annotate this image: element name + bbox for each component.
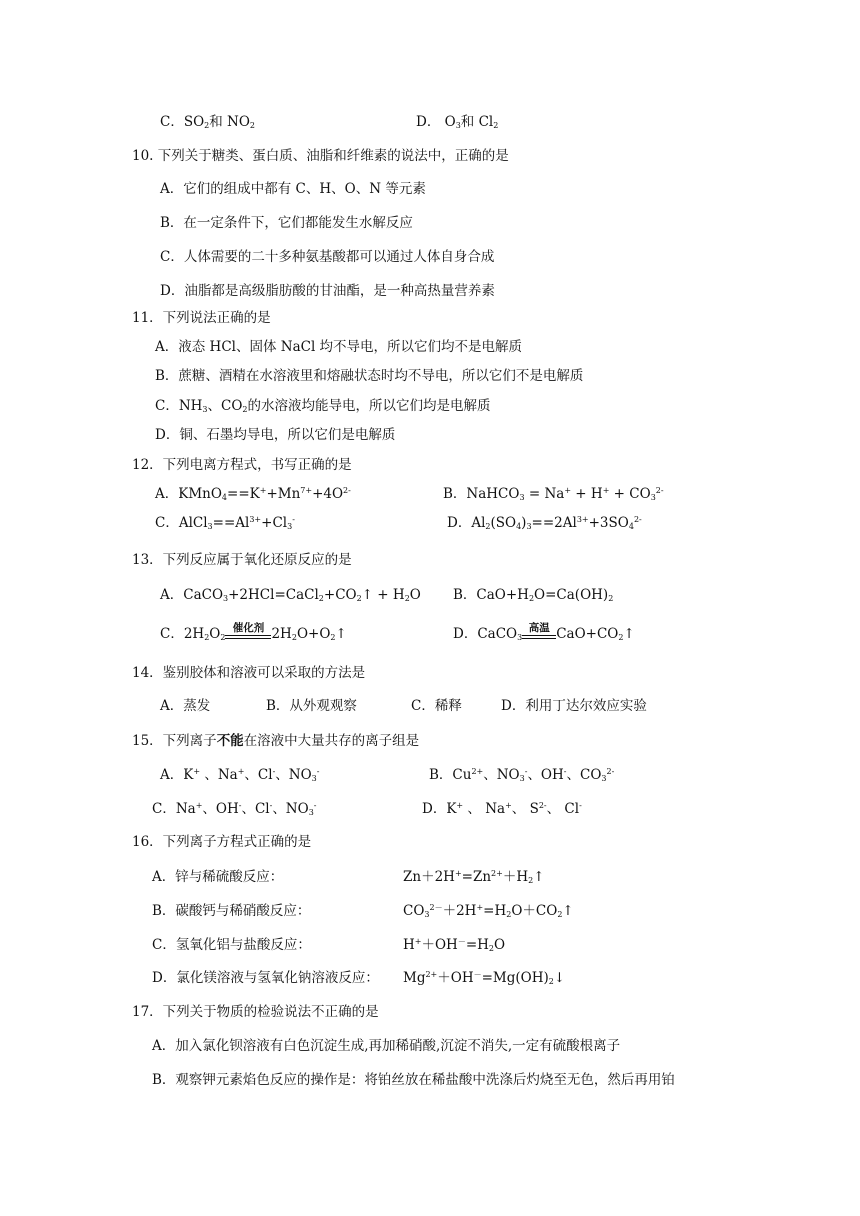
q16-option-d-label: D．氯化镁溶液与氢氧化钠溶液反应： (152, 970, 379, 986)
q16-option-c-label: C．氢氧化铝与盐酸反应： (152, 937, 311, 953)
q17-option-a: A．加入氯化钡溶液有白色沉淀生成,再加稀硝酸,沉淀不消失,一定有硫酸根离子 (152, 1038, 621, 1054)
q13-stem: 13．下列反应属于氧化还原反应的是 (132, 552, 352, 568)
q9-option-c: C．$SO_2$和 $NO_2$ (160, 114, 256, 130)
q15-option-a: A．K+ 、Na+、Cl-、$NO_3^-$ (160, 767, 320, 783)
q16-option-b-label: B．碳酸钙与稀硝酸反应： (152, 903, 311, 919)
q10-option-d: D．油脂都是高级脂肪酸的甘油酯，是一种高热量营养素 (160, 283, 495, 299)
q16-stem: 16．下列离子方程式正确的是 (132, 834, 312, 850)
q13-option-c: C．$2H_2O_2$ 催化剂 $2H_2O+O_2↑$ (160, 621, 347, 642)
q12-option-d: D．$Al_2(SO_4)_3==2Al^{3+}+3SO_4^{2-}$ (447, 515, 642, 531)
q16-option-d-equation: $Mg^{2+}+OH^-=Mg(OH)_2↓$ (403, 970, 566, 986)
catalyst-condition-arrow: 催化剂 (225, 626, 271, 644)
q14-stem: 14．鉴别胶体和溶液可以采取的方法是 (132, 665, 366, 681)
q13-option-d: D．CaCO$_3$ 高温 $CaO+CO_2↑$ (453, 621, 635, 642)
q16-option-c-equation: $H^++OH^-=H_2O$ (403, 937, 506, 953)
q11-option-a: A．液态 HCl、固体 NaCl 均不导电，所以它们均不是电解质 (155, 339, 523, 355)
q11-option-d: D．铜、石墨均导电，所以它们是电解质 (155, 427, 396, 443)
q15-stem: 15．下列离子不能在溶液中大量共存的离子组是 (132, 733, 420, 749)
q12-option-c: C．$AlCl_3==Al^{3+}+Cl_3^-$ (155, 515, 295, 531)
q15-option-c: C．Na+、OH-、Cl-、$NO_3^-$ (152, 801, 317, 817)
q16-option-a-equation: $Zn+2H^+=Zn^{2+}+H_2↑$ (403, 869, 545, 885)
q12-option-a: A．$KMnO_4==K^++Mn^{7+}+4O^{2-}$ (155, 486, 351, 502)
q10-option-b: B．在一定条件下，它们都能发生水解反应 (160, 215, 413, 231)
q13-option-b: B．$CaO+H_2O=Ca(OH)_2$ (453, 587, 614, 603)
q12-option-b: B．NaHCO$_3$ = $Na^+ + H^+ + CO_3^{2-}$ (443, 486, 664, 502)
q10-option-a: A．它们的组成中都有 C、H、O、N 等元素 (160, 181, 426, 197)
q17-stem: 17．下列关于物质的检验说法不正确的是 (132, 1004, 379, 1020)
q14-option-c: C．稀释 (411, 698, 462, 714)
q17-option-b: B．观察钾元素焰色反应的操作是：将铂丝放在稀盐酸中洗涤后灼烧至无色，然后再用铂 (152, 1072, 675, 1088)
q9-option-d: D． $O_3$和 $Cl_2$ (416, 114, 499, 130)
q14-option-d: D．利用丁达尔效应实验 (501, 698, 647, 714)
q15-option-d: D．K+ 、 Na+、 $S^{2-}$、 Cl- (422, 801, 582, 817)
q16-option-b-equation: $CO_3^{2-}+2H^+=H_2O+CO_2↑$ (403, 903, 574, 919)
q13-option-a: A．$CaCO_3+2HCl=CaCl_2+CO_2↑ + H_2O$ (160, 587, 421, 603)
high-temp-condition-arrow: 高温 (522, 626, 556, 644)
q10-option-c: C．人体需要的二十多种氨基酸都可以通过人体自身合成 (160, 249, 495, 265)
q14-option-a: A．蒸发 (160, 698, 211, 714)
q11-option-b: B．蔗糖、酒精在水溶液里和熔融状态时均不导电，所以它们不是电解质 (155, 368, 584, 384)
q11-stem: 11．下列说法正确的是 (132, 310, 271, 326)
q15-option-b: B．$Cu^{2+}$、$NO_3^-$、OH-、$CO_3^{2-}$ (429, 767, 615, 783)
q12-stem: 12．下列电离方程式，书写正确的是 (132, 457, 352, 473)
q11-option-c: C．$NH_3$、$CO_2$的水溶液均能导电，所以它们均是电解质 (155, 398, 491, 414)
q10-stem: 10. 下列关于糖类、蛋白质、油脂和纤维素的说法中，正确的是 (132, 148, 509, 164)
q16-option-a-label: A．锌与稀硫酸反应： (152, 869, 284, 885)
q14-option-b: B．从外观观察 (266, 698, 357, 714)
